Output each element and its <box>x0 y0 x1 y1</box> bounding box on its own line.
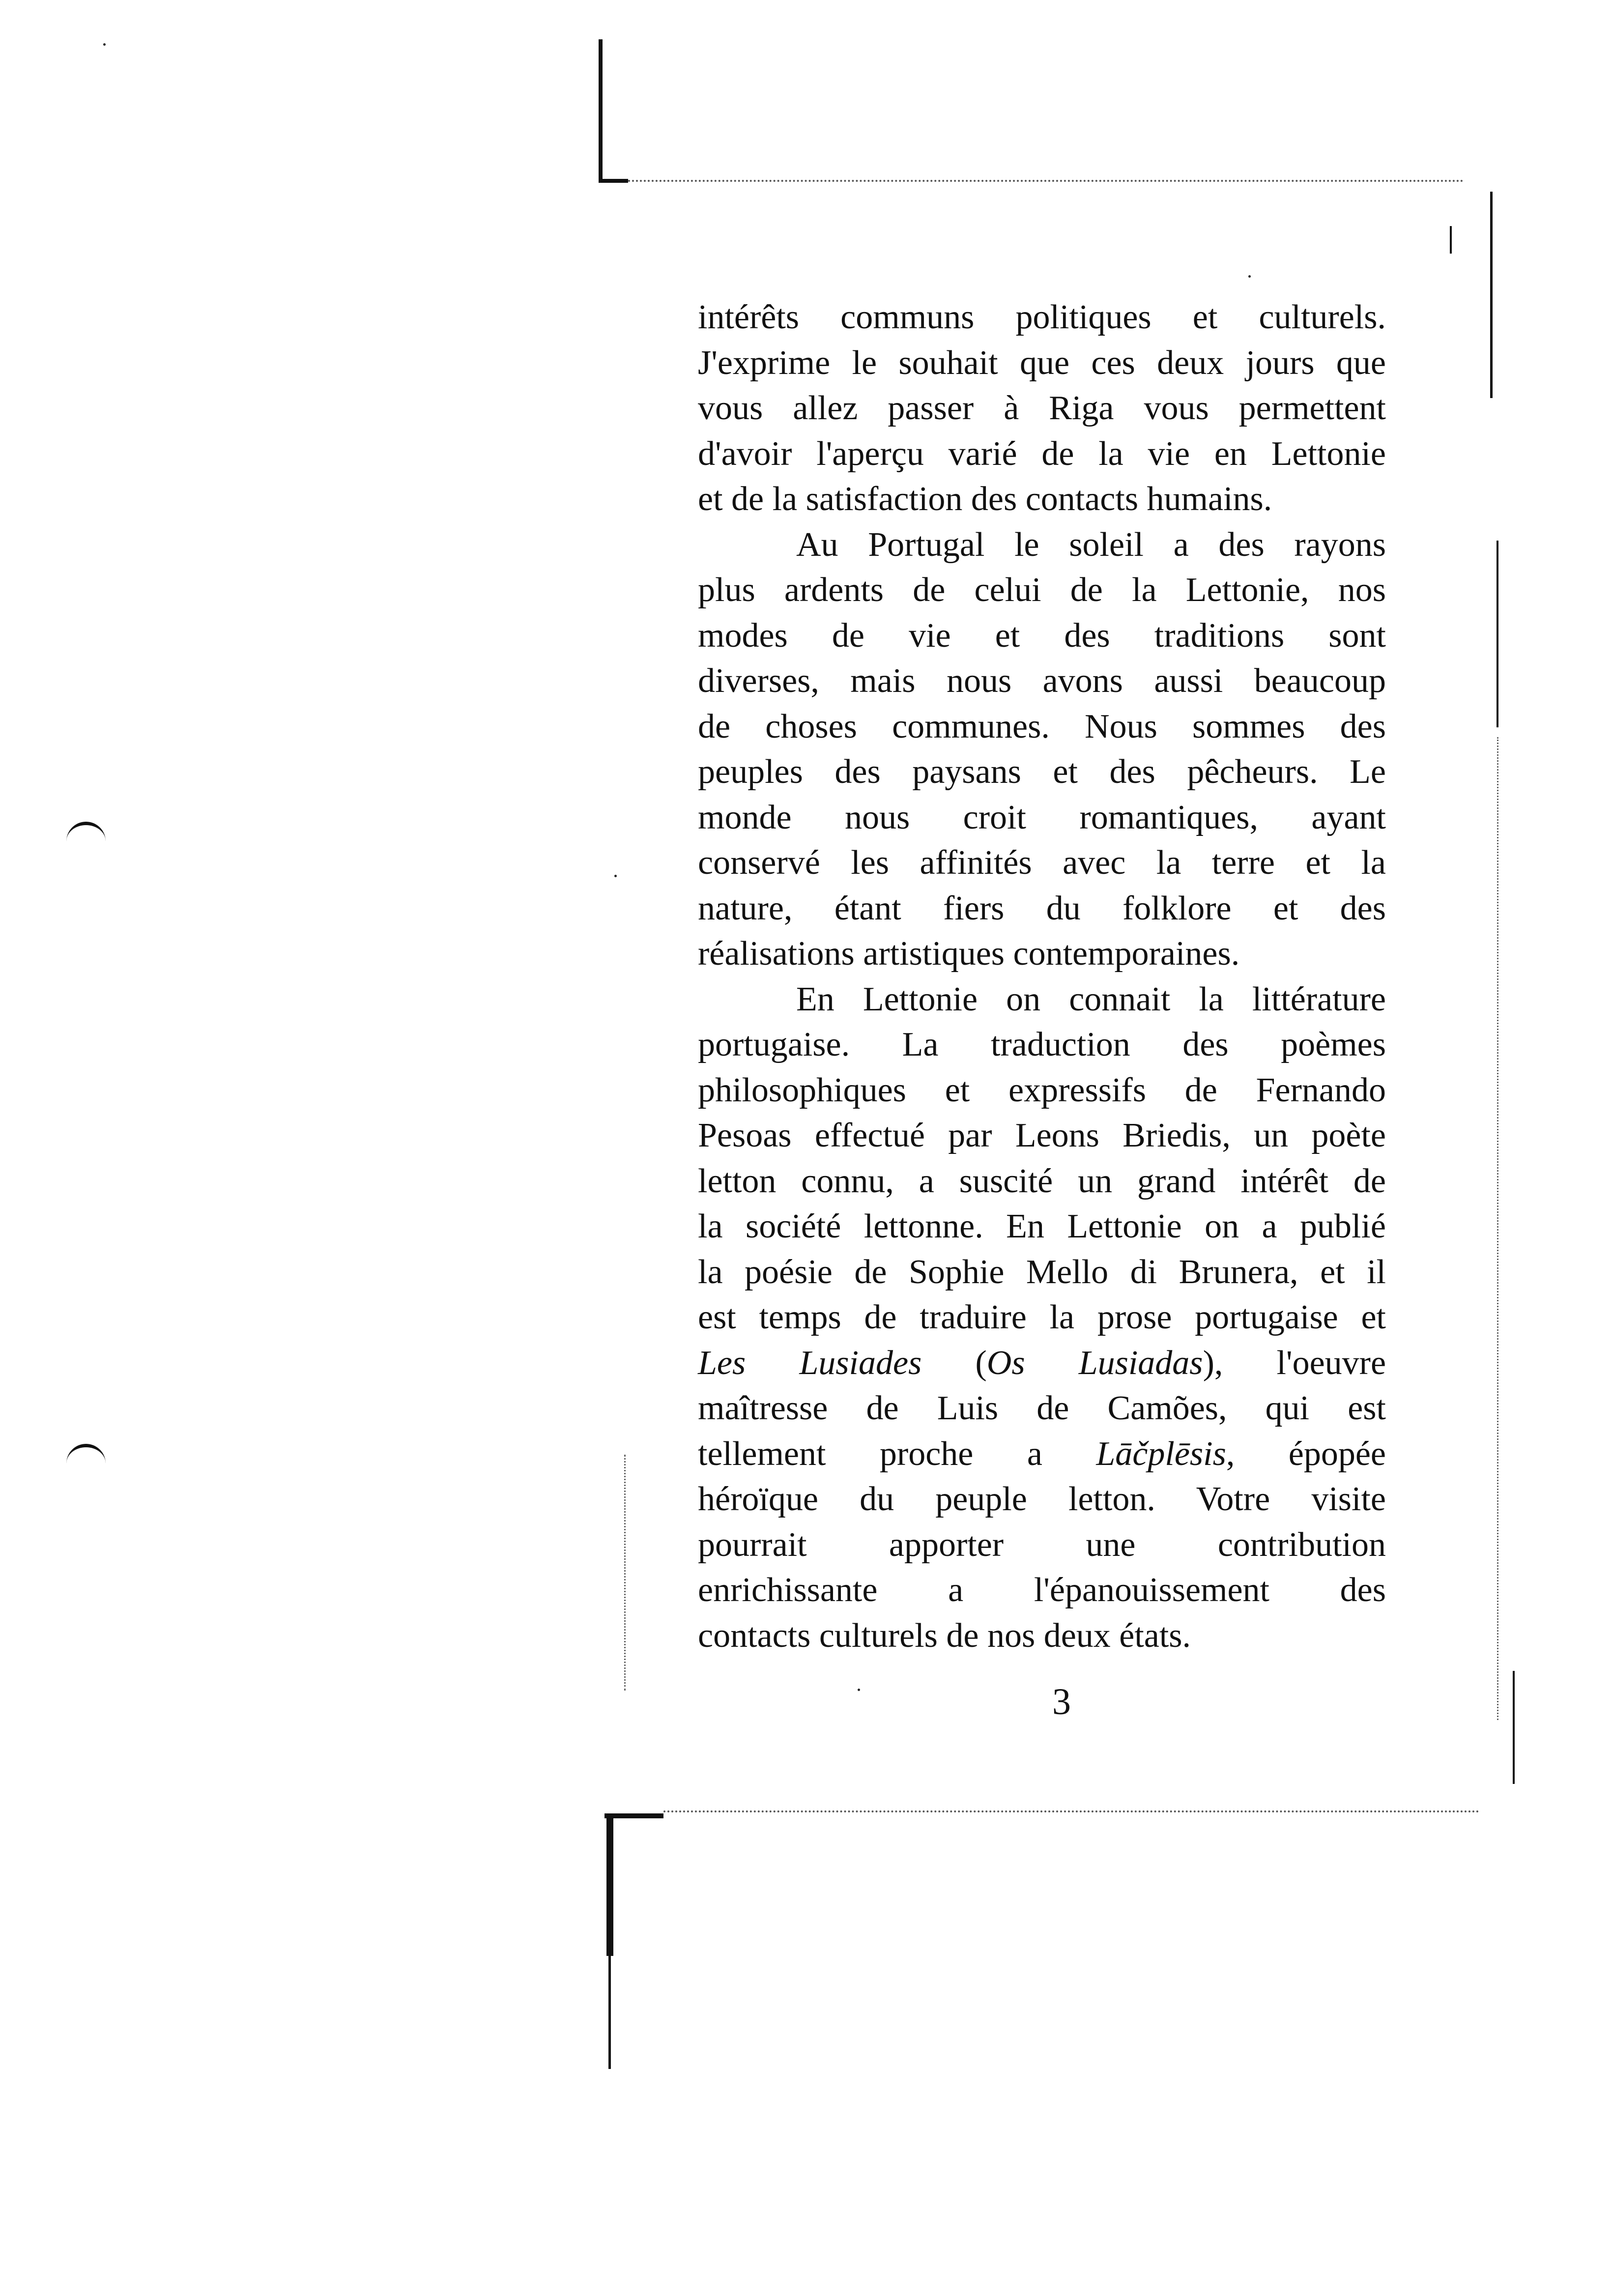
punch-hole-mark-upper <box>66 822 106 845</box>
text-line: peuples des paysans et des pêcheurs. Le <box>698 753 1386 791</box>
text-line: J'exprime le souhait que ces deux jours que <box>698 344 1386 382</box>
text-line: la société lettonne. En Lettonie on a publié <box>698 1207 1386 1245</box>
punch-hole-mark-lower <box>66 1444 106 1467</box>
top-frame-line <box>628 180 1464 182</box>
speck <box>103 43 106 46</box>
page-number: 3 <box>1052 1681 1071 1722</box>
text-line: En Lettonie on connait la littérature <box>796 980 1386 1018</box>
text-line: héroïque du peuple letton. Votre visite <box>698 1480 1386 1518</box>
right-frame-line-middle <box>1497 541 1498 727</box>
crop-mark-bottom-left-tail <box>608 1956 611 2069</box>
text-line: monde nous croit romantiques, ayant <box>698 798 1386 836</box>
right-frame-dotted <box>1497 737 1498 1720</box>
text-line: nature, étant fiers du folklore et des <box>698 889 1386 927</box>
italic-title: Les Lusiades <box>698 1344 922 1382</box>
text-line: pourrait apporter une contribution <box>698 1525 1386 1564</box>
text-line: la poésie de Sophie Mello di Brunera, et il <box>698 1253 1386 1291</box>
body-text <box>698 295 1386 1659</box>
text-line: diverses, mais nous avons aussi beaucoup <box>698 662 1386 700</box>
text-line: modes de vie et des traditions sont <box>698 616 1386 655</box>
text-line: Au Portugal le soleil a des rayons <box>796 525 1386 564</box>
italic-title: Os Lusiadas <box>986 1344 1203 1382</box>
text-line: plus ardents de celui de la Lettonie, nos <box>698 571 1386 609</box>
text-line: maîtresse de Luis de Camões, qui est <box>698 1389 1386 1427</box>
crop-mark-top-left-vertical <box>599 39 603 182</box>
speck <box>614 875 617 877</box>
text-line: Pesoas effectué par Leons Briedis, un poète <box>698 1117 1386 1154</box>
right-frame-line-lower <box>1513 1671 1515 1784</box>
text-line: et de la satisfaction des contacts humains. <box>698 480 1272 518</box>
text-line: portugaise. La traduction des poèmes <box>698 1026 1386 1063</box>
text-line: letton connu, a suscité un grand intérêt de <box>698 1162 1386 1200</box>
text-line: vous allez passer à Riga vous permettent <box>698 389 1386 427</box>
speck <box>858 1689 860 1691</box>
text-line: intérêts communs politiques et culturels. <box>698 298 1386 336</box>
bottom-frame-line <box>663 1810 1479 1812</box>
paragraph-2 <box>698 522 1386 977</box>
text-line: philosophiques et expressifs de Fernando <box>698 1071 1386 1109</box>
right-frame-line-upper <box>1490 192 1493 398</box>
left-margin-dotted <box>624 1455 626 1691</box>
speck <box>1248 275 1251 278</box>
text-line: réalisations artistiques contemporaines. <box>698 935 1240 973</box>
text-line-with-italic-title <box>698 1432 1386 1477</box>
text-line: contacts culturels de nos deux états. <box>698 1616 1191 1655</box>
paragraph-3 <box>698 977 1386 1659</box>
text-fragment: , épopée <box>1226 1435 1386 1473</box>
crop-mark-top-left-horizontal <box>599 179 628 183</box>
text-line: d'avoir l'aperçu varié de la vie en Lettonie <box>698 434 1386 473</box>
text-line: enrichissante a l'épanouissement des <box>698 1571 1386 1609</box>
text-fragment: tellement proche a <box>698 1435 1096 1473</box>
text-fragment: ( <box>921 1344 987 1382</box>
small-tick-right <box>1450 226 1452 254</box>
crop-mark-bottom-left-vertical <box>606 1813 613 1956</box>
text-line: de choses communes. Nous sommes des <box>698 707 1386 746</box>
text-line-with-italic-title <box>698 1341 1386 1386</box>
crop-mark-bottom-left-horizontal <box>604 1813 663 1818</box>
text-line: conservé les affinités avec la terre et la <box>698 844 1386 882</box>
paragraph-1 <box>698 295 1386 522</box>
italic-title: Lāčplēsis <box>1096 1435 1226 1473</box>
text-fragment: ), l'oeuvre <box>1203 1344 1386 1382</box>
text-line: est temps de traduire la prose portugaise et <box>698 1298 1386 1336</box>
